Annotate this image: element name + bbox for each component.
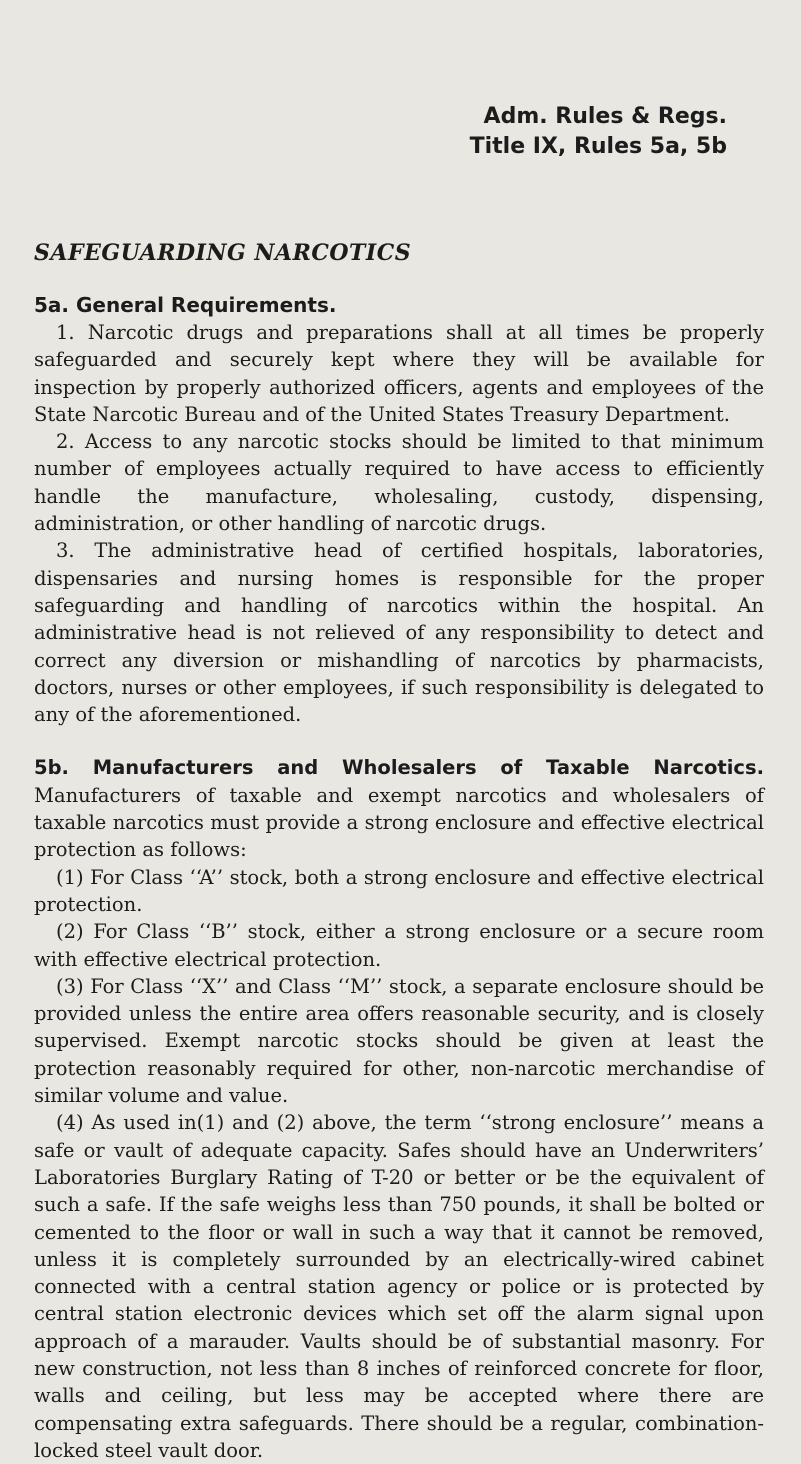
header-line-1: Adm. Rules & Regs. [483,104,727,129]
header-line-2: Title IX, Rules 5a, 5b [469,134,727,159]
paragraph-5b-1: (1) For Class ‘‘A’’ stock, both a strong enclosure and effective electrical protection. [34,865,764,916]
paragraph-5a-2: 2. Access to any narcotic stocks should be limited to that minimum number of employees actually required to have access to efficiently handle the manufacture, wholesaling, custody, dispensing, administration, or other handling of narcotic drugs. [34,430,764,536]
section-5a-heading: 5a. General Requirements. [34,293,337,317]
section-5b-intro: Manufacturers of taxable and exempt narcotics and wholesalers of taxable narcotics must provide a strong enclosure and effective electrical protection as follows: [34,783,764,862]
section-title: SAFEGUARDING NARCOTICS [34,240,412,266]
section-5a [34,292,764,728]
document-body [34,238,764,1464]
paragraph-5a-3: 3. The administrative head of certified hospitals, laboratories, dispensaries and nursing homes is responsible for the proper safeguarding and handling of narcotics within the hospital. An administrative head is not relieved of any responsibility to detect and correct any diversion or mishandling of narcotics by pharmacists, doctors, nurses or other employees, if such responsibility is delegated to any of the aforementioned. [34,539,764,727]
section-5b-intro-paragraph [34,754,764,863]
paragraph-5b-4: (4) As used in(1) and (2) above, the term ‘‘strong enclosure’’ means a safe or vault of adequate capacity. Safes should have an Underwriters’ Laboratories Burglary Rating of T-20 or better or be the equivalent of such a safe. If the safe weighs less than 750 pounds, it shall be bolted or cemented to the floor or wall in such a way that it cannot be removed, unless it is completely surrounded by an electrically-wired cabinet connected with a central station agency or police or is protected by central station electronic devices which set off the alarm signal upon approach of a marauder. Vaults should be of substantial masonry. For new construction, not less than 8 inches of reinforced concrete for floor, walls and ceiling, but less may be accepted where there are compensating extra safeguards. There should be a regular, combination-locked steel vault door. [34,1111,764,1462]
page-header [470,102,727,162]
section-5b-heading: 5b. Manufacturers and Wholesalers of Taxable Narcotics. [34,756,764,780]
paragraph-5b-2: (2) For Class ‘‘B’’ stock, either a strong enclosure or a secure room with effective electrical protection. [34,920,764,971]
section-5b [34,754,764,1464]
paragraph-5a-1: 1. Narcotic drugs and preparations shall at all times be properly safeguarded and securely kept where they will be available for inspection by properly authorized officers, agents and employees of the State Narcotic Bureau and of the United States Treasury Department. [34,321,764,426]
paragraph-5b-3: (3) For Class ‘‘X’’ and Class ‘‘M’’ stock, a separate enclosure should be provided unless the entire area offers reasonable security, and is closely supervised. Exempt narcotic stocks should be given at least the protection reasonably required for other, non-narcotic merchandise of similar volume and value. [34,974,764,1108]
